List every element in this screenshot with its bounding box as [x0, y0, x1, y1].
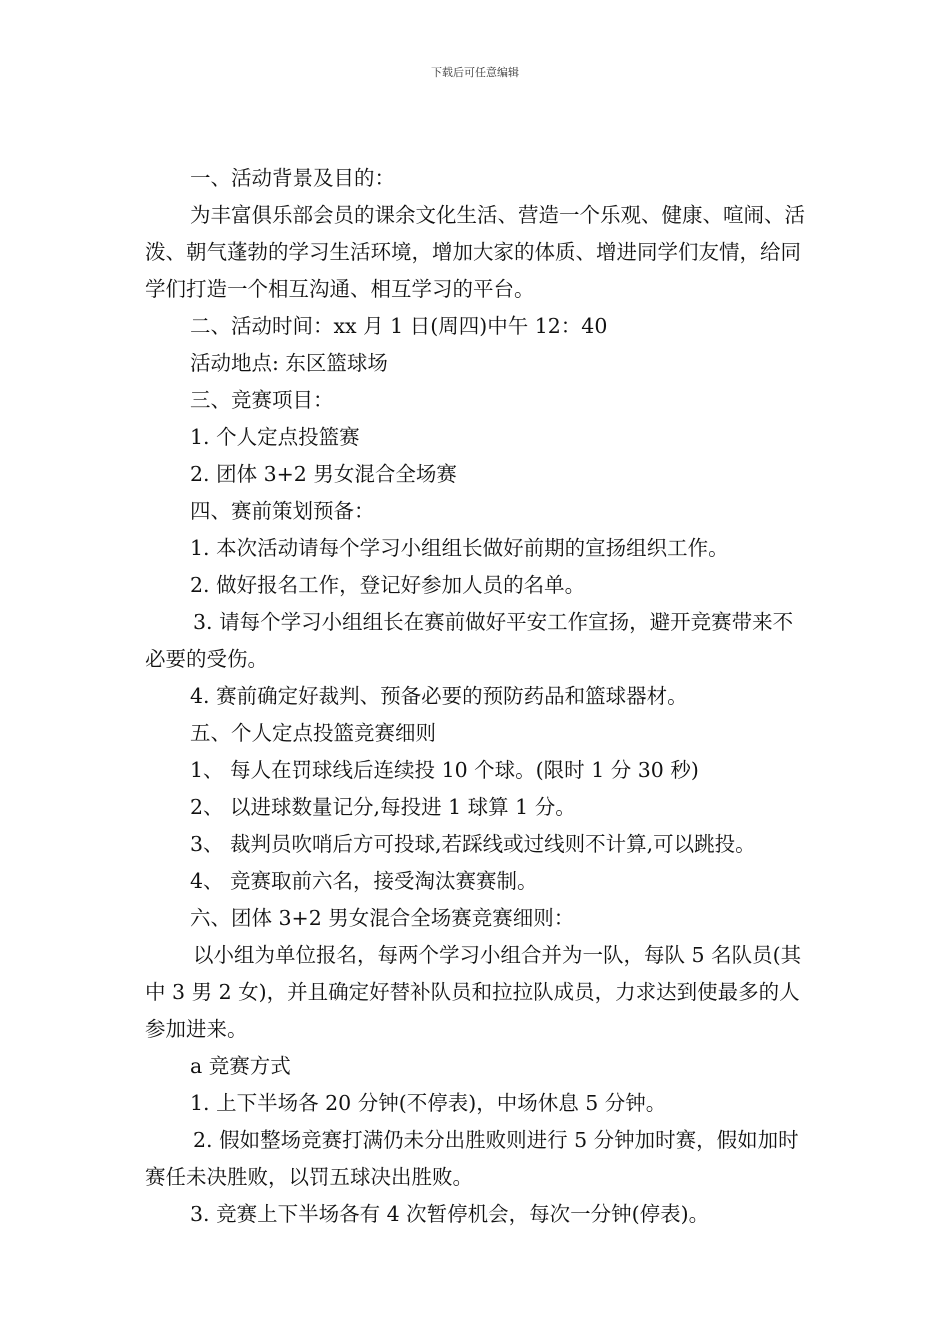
section-heading-6: 六、团体 3+2 男女混合全场赛竞赛细则： — [190, 906, 575, 930]
list-item: 4、 竞赛取前六名，接受淘汰赛赛制。 — [190, 869, 538, 893]
list-item: 3. 请每个学习小组组长在赛前做好平安工作宣扬，避开竞赛带来不必要的受伤。 — [145, 610, 794, 671]
list-item: 1. 本次活动请每个学习小组组长做好前期的宣扬组织工作。 — [190, 536, 729, 560]
paragraph-team-rules: 以小组为单位报名，每两个学习小组合并为一队，每队 5 名队员(其中 3 男 2 女)，并且确定好替补队员和拉拉队成员，力求达到使最多的人参加进来。 — [145, 943, 802, 1041]
section-heading-3: 三、竞赛项目： — [190, 388, 334, 412]
list-item: 2、 以进球数量记分,每投进 1 球算 1 分。 — [190, 795, 576, 819]
section-heading-4: 四、赛前策划预备： — [190, 499, 375, 523]
section-heading-1: 一、活动背景及目的： — [190, 166, 395, 190]
list-item: 3、 裁判员吹哨后方可投球,若踩线或过线则不计算,可以跳投。 — [190, 832, 756, 856]
list-item: 1. 上下半场各 20 分钟(不停表)，中场休息 5 分钟。 — [190, 1091, 667, 1115]
section-heading-2: 二、活动时间：xx 月 1 日(周四)中午 12：40 — [190, 314, 608, 338]
list-item: 1、 每人在罚球线后连续投 10 个球。(限时 1 分 30 秒) — [190, 758, 699, 782]
page-header: 下载后可任意编辑 — [431, 66, 519, 79]
section-heading-5: 五、个人定点投篮竞赛细则 — [190, 721, 436, 745]
paragraph-location: 活动地点: 东区篮球场 — [190, 351, 388, 375]
list-item: 4. 赛前确定好裁判、预备必要的预防药品和篮球器材。 — [190, 684, 688, 708]
list-item: 3. 竞赛上下半场各有 4 次暂停机会，每次一分钟(停表)。 — [190, 1202, 710, 1226]
list-item: 1. 个人定点投篮赛 — [190, 425, 360, 449]
subsection-heading: a 竞赛方式 — [190, 1054, 291, 1078]
list-item: 2. 假如整场竞赛打满仍未分出胜败则进行 5 分钟加时赛，假如加时赛任未决胜败，以罚五球决出胜败。 — [145, 1128, 799, 1189]
list-item: 2. 团体 3+2 男女混合全场赛 — [190, 462, 457, 486]
paragraph-background: 为丰富俱乐部会员的课余文化生活、营造一个乐观、健康、喧闹、活泼、朝气蓬勃的学习生活环境，增加大家的体质、增进同学们友情，给同学们打造一个相互沟通、相互学习的平台。 — [145, 203, 805, 301]
list-item: 2. 做好报名工作，登记好参加人员的名单。 — [190, 573, 586, 597]
document-body — [145, 160, 810, 1233]
